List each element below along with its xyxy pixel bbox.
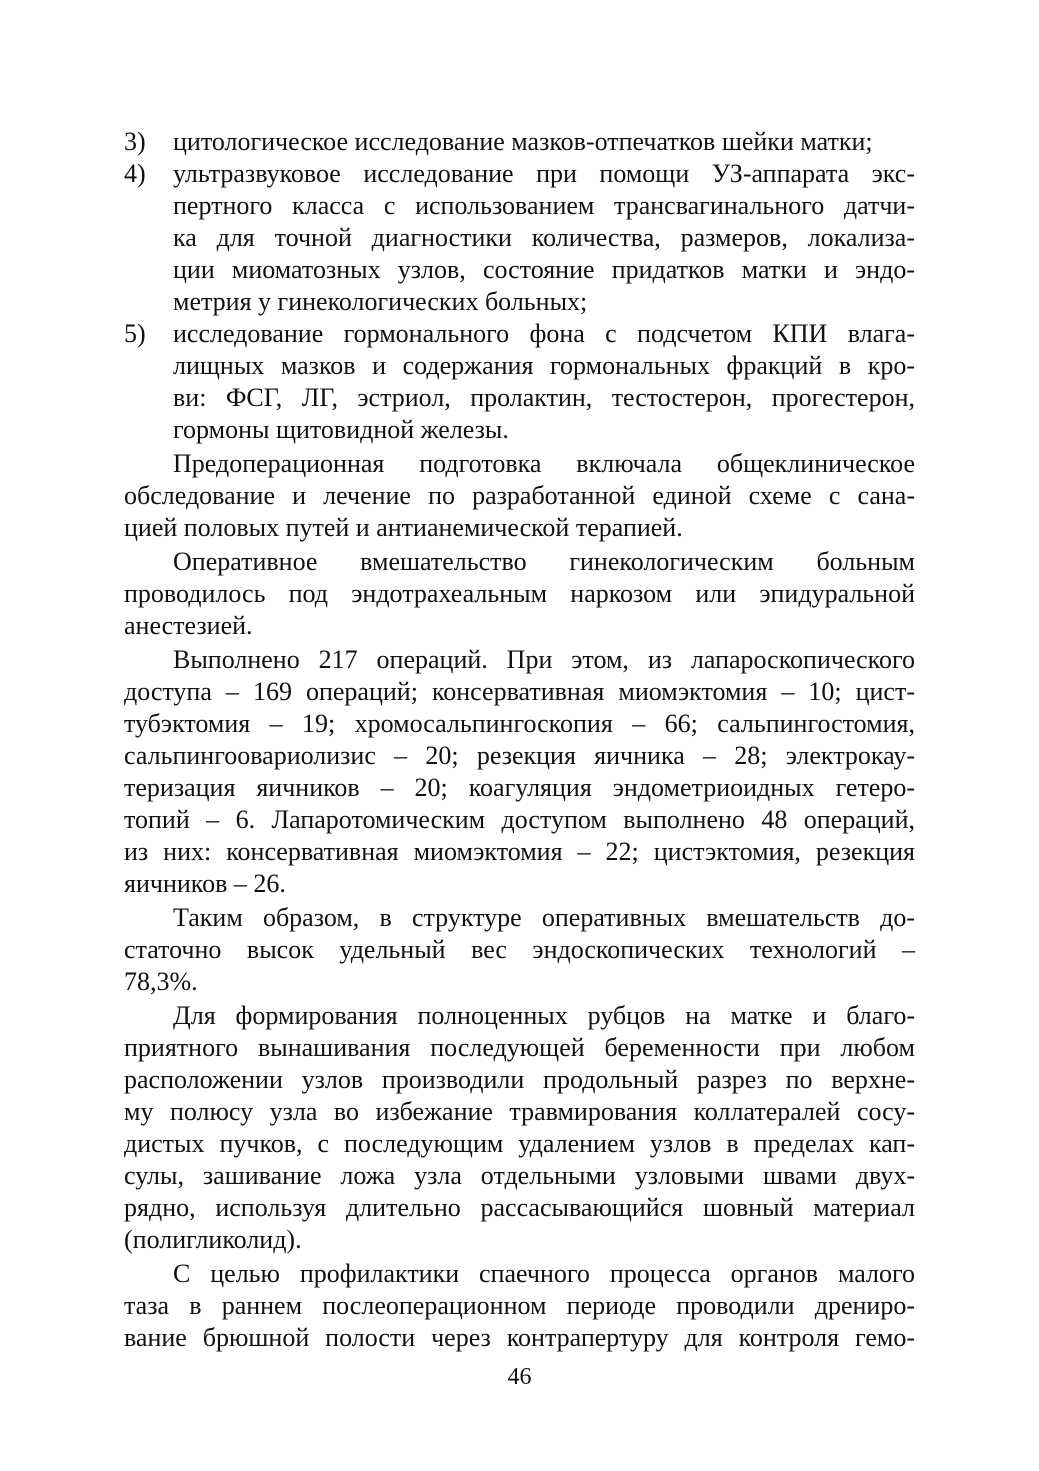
text-line-content: гормоны щитовидной железы. [173,415,509,444]
text-line [0,190,1039,222]
text-line [0,286,1039,318]
text-line [0,772,1039,804]
text-line-content: статочно высок удельный вес эндоскопических технологий – [124,935,915,964]
text-line-content: тубэктомия – 19; хромосальпингоскопия – 66; сальпингостомия, [124,709,915,738]
text-line-content: Предоперационная подготовка включала общеклиническое [173,449,915,478]
text-line-content: расположении узлов производили продольный разрез по верхне- [124,1065,915,1094]
paragraph-first-line [0,644,1039,676]
paragraph-first-line [0,1000,1039,1032]
text-line-content: Выполнено 217 операций. При этом, из лапароскопического [173,645,915,674]
text-line [0,1032,1039,1064]
text-line-content: обследование и лечение по разработанной единой схеме с сана- [124,481,915,510]
text-line [0,708,1039,740]
text-line-content: Для формирования полноценных рубцов на матке и благо- [173,1001,915,1030]
text-line-content: (полигликолид). [124,1225,302,1254]
text-line-content: лищных мазков и содержания гормональных фракций в кро- [173,351,915,380]
text-line [0,804,1039,836]
text-line-content: С целью профилактики спаечного процесса органов малого [173,1259,915,1288]
text-line [0,222,1039,254]
text-line-content: доступа – 169 операций; консервативная миомэктомия – 10; цист- [124,677,915,706]
text-line-content: из них: консервативная миомэктомия – 22; цистэктомия, резекция [124,837,915,866]
text-line [0,414,1039,446]
text-line-content: топий – 6. Лапаротомическим доступом выполнено 48 операций, [124,805,915,834]
text-line [0,350,1039,382]
text-line: ультразвуковое исследование при помощи УЗ-аппарата экс- [173,159,915,188]
text-line: цитологическое исследование мазков-отпечатков шейки матки; [173,127,873,156]
page-number: 46 [507,1364,532,1390]
text-line [0,836,1039,868]
text-line-content: Оперативное вмешательство гинекологическим больным [173,547,915,576]
text-line [0,610,1039,642]
text-line-content: яичников – 26. [124,869,286,898]
text-line-content: му полюсу узла во избежание травмирования коллатералей сосу- [124,1097,915,1126]
text-line: исследование гормонального фона с подсчетом КПИ влага- [173,319,915,348]
text-line [0,934,1039,966]
text-line [0,1192,1039,1224]
paragraph-first-line [0,448,1039,480]
text-line [0,578,1039,610]
text-line-content: теризация яичников – 20; коагуляция эндометриоидных гетеро- [124,773,915,802]
text-line [0,254,1039,286]
text-line [0,740,1039,772]
text-line [0,1160,1039,1192]
text-line-content: рядно, используя длительно рассасывающийся шовный материал [124,1193,915,1222]
list-item [0,318,1039,350]
text-line-content: 78,3%. [124,967,198,996]
text-line [0,676,1039,708]
paragraph-first-line [0,902,1039,934]
text-line-content: сулы, зашивание ложа узла отдельными узловыми швами двух- [124,1161,915,1190]
text-line [0,480,1039,512]
text-line [0,1064,1039,1096]
list-number: 3) [124,127,146,156]
text-line [0,1290,1039,1322]
text-line-content: приятного вынашивания последующей беременности при любом [124,1033,915,1062]
text-line [0,512,1039,544]
list-number: 5) [124,319,146,348]
text-line [0,868,1039,900]
paragraph-first-line [0,1258,1039,1290]
text-line-content: ции миоматозных узлов, состояние придатков матки и эндо- [173,255,915,284]
text-line-content: дистых пучков, с последующим удалением узлов в пределах кап- [124,1129,915,1158]
text-line [0,1096,1039,1128]
text-line-content: анестезией. [124,611,253,640]
text-line-content: пертного класса с использованием трансвагинального датчи- [173,191,915,220]
text-line-content: Таким образом, в структуре оперативных вмешательств до- [173,903,915,932]
text-line-content: цией половых путей и антианемической терапией. [124,513,683,542]
text-line [0,382,1039,414]
text-line [0,1128,1039,1160]
list-item [0,158,1039,190]
text-line-content: сальпингоовариолизис – 20; резекция яичника – 28; электрокау- [124,741,915,770]
text-line [0,1224,1039,1256]
list-number: 4) [124,159,146,188]
text-line-content: вание брюшной полости через контрапертуру для контроля гемо- [124,1323,915,1352]
paragraph-first-line [0,546,1039,578]
text-line-content: ка для точной диагностики количества, размеров, локализа- [173,223,915,252]
text-line-content: проводилось под эндотрахеальным наркозом или эпидуральной [124,579,915,608]
list-item [0,126,1039,158]
text-line [0,1322,1039,1354]
text-line-content: таза в раннем послеоперационном периоде проводили дрениро- [124,1291,915,1320]
text-line-content: ви: ФСГ, ЛГ, эстриол, пролактин, тестостерон, прогестерон, [173,383,915,412]
text-line [0,966,1039,998]
text-line-content: метрия у гинекологических больных; [173,287,588,316]
